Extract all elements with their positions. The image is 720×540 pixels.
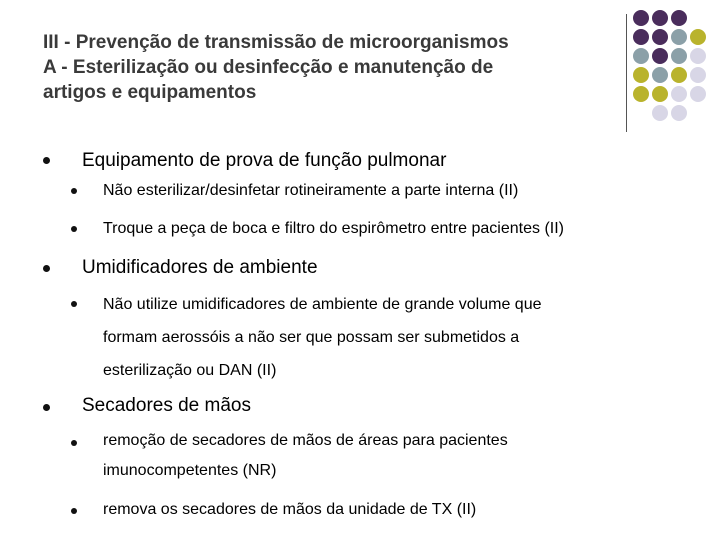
grid-dot bbox=[671, 67, 687, 83]
grid-dot bbox=[652, 105, 668, 121]
grid-dot bbox=[652, 29, 668, 45]
divider-line bbox=[626, 14, 627, 132]
grid-dot bbox=[652, 10, 668, 26]
bullet-icon bbox=[71, 508, 77, 514]
list-item: remoção de secadores de mãos de áreas para pacientes imunocompetentes (NR) bbox=[103, 432, 508, 479]
bullet-icon bbox=[43, 265, 50, 272]
grid-dot bbox=[633, 10, 649, 26]
grid-dot bbox=[690, 29, 706, 45]
section-heading: Secadores de mãos bbox=[82, 395, 251, 416]
bullet-icon bbox=[71, 301, 77, 307]
grid-dot bbox=[671, 29, 687, 45]
grid-dot bbox=[652, 67, 668, 83]
grid-dot bbox=[652, 86, 668, 102]
list-item: remova os secadores de mãos da unidade de TX (II) bbox=[103, 501, 477, 518]
grid-dot bbox=[652, 48, 668, 64]
section-heading: Umidificadores de ambiente bbox=[82, 257, 318, 278]
bullet-icon bbox=[43, 404, 50, 411]
bullet-icon bbox=[71, 226, 77, 232]
bullet-icon bbox=[43, 157, 50, 164]
grid-dot bbox=[671, 48, 687, 64]
grid-dot bbox=[633, 67, 649, 83]
grid-dot bbox=[633, 86, 649, 102]
grid-dot bbox=[671, 105, 687, 121]
list-item: Troque a peça de boca e filtro do espirômetro entre pacientes (II) bbox=[103, 220, 564, 237]
grid-dot bbox=[690, 86, 706, 102]
grid-dot bbox=[690, 67, 706, 83]
bullet-icon bbox=[71, 188, 77, 194]
section-heading: Equipamento de prova de função pulmonar bbox=[82, 150, 447, 171]
grid-dot bbox=[633, 29, 649, 45]
grid-dot bbox=[690, 48, 706, 64]
grid-dot bbox=[671, 86, 687, 102]
list-item: Não esterilizar/desinfetar rotineiramente a parte interna (II) bbox=[103, 182, 519, 199]
bullet-icon bbox=[71, 440, 77, 446]
grid-dot bbox=[633, 48, 649, 64]
grid-dot bbox=[671, 10, 687, 26]
slide-title: III - Prevenção de transmissão de microorganismos A - Esterilização ou desinfecção e manutenção de artigos e equipamentos bbox=[43, 32, 509, 103]
list-item: Não utilize umidificadores de ambiente de grande volume que formam aerossóis a não ser que possam ser submetidos a esterilização ou DAN (II) bbox=[103, 296, 542, 379]
